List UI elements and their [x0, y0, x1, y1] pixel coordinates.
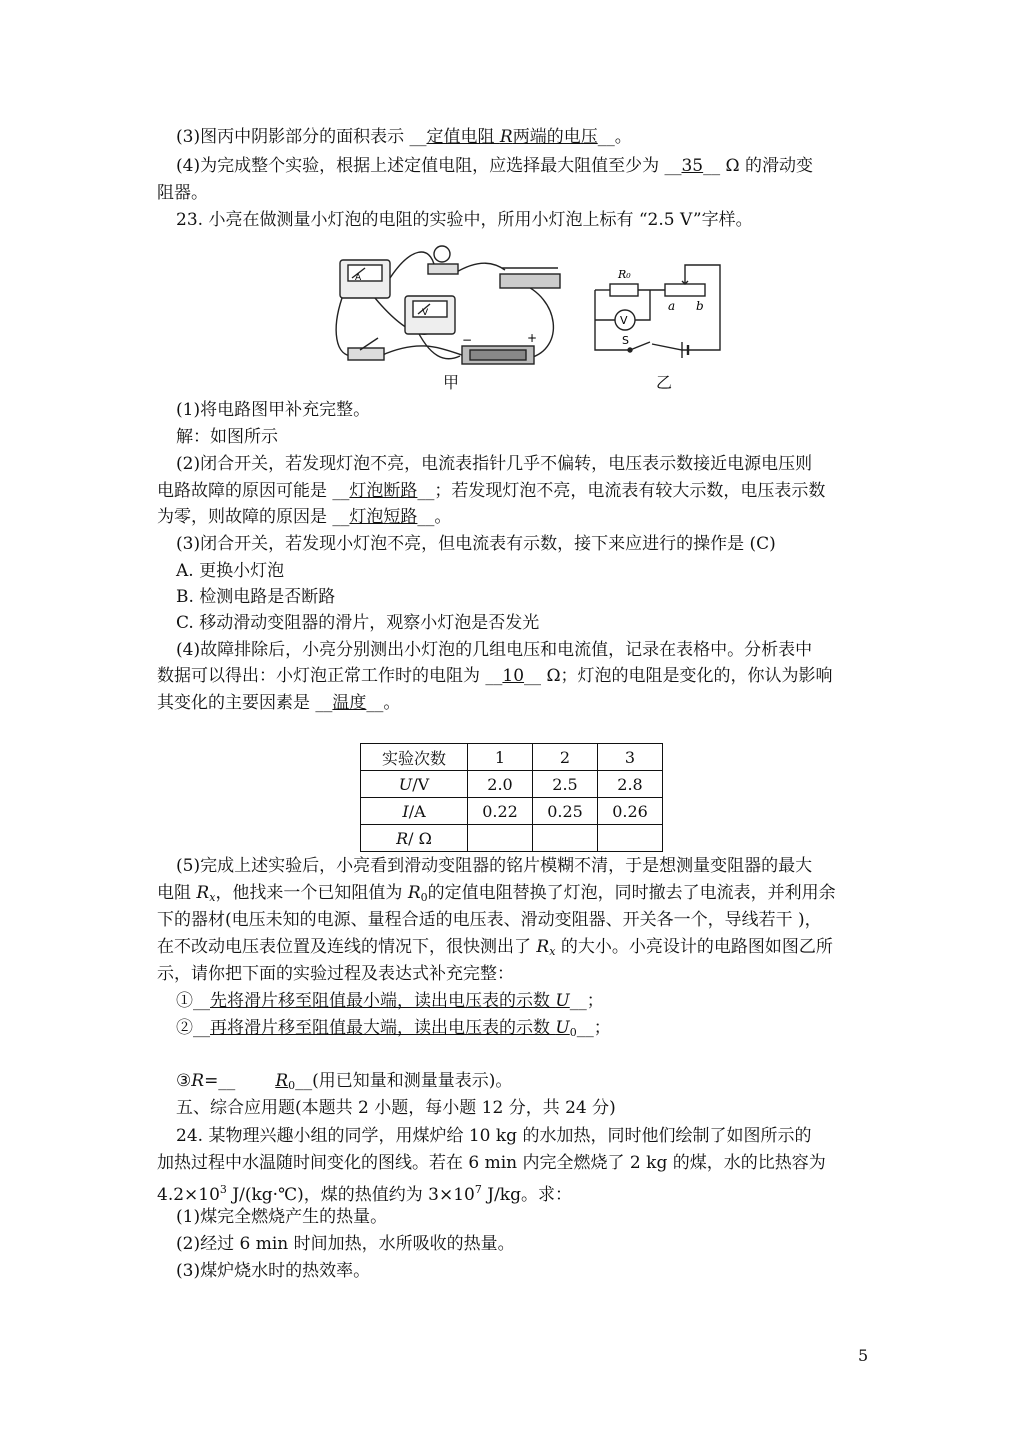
table-row-label: I/A	[361, 798, 468, 825]
q23-step1-answer: 先将滑片移至阻值最小端，读出电压表的示数 U	[210, 991, 570, 1011]
q23-option-b: B. 检测电路是否断路	[176, 587, 336, 607]
q23-part2-answer2: 灯泡短路	[349, 507, 418, 527]
battery-plus-label: +	[527, 331, 538, 345]
table-cell	[533, 825, 598, 852]
q24-sub2: (2)经过 6 min 时间加热，水所吸收的热量。	[176, 1234, 515, 1254]
q23-step2-answer: 再将滑片移至阻值最大端，读出电压表的示数 $U_0$	[210, 1018, 577, 1039]
q23-part4-answer1: 10	[502, 666, 525, 686]
table-cell: 0.25	[533, 798, 598, 825]
r0-label: R₀	[618, 268, 631, 281]
battery-minus-label: −	[462, 333, 473, 347]
q23-part1-answer: 解：如图所示	[176, 427, 278, 447]
q22-part4-answer: 35	[681, 156, 704, 176]
table-row	[361, 771, 663, 798]
q23-part5-line4: 在不改动电压表位置及连线的情况下，很快测出了 $R_x$ 的大小。小亮设计的电路图如图乙所	[157, 937, 833, 958]
circuit-figure-jia	[330, 238, 580, 378]
table-cell: 2.0	[468, 771, 533, 798]
measurement-table	[360, 743, 663, 852]
table-cell: 0.26	[598, 798, 663, 825]
table-row-label: R/ Ω	[361, 825, 468, 852]
q22-part4: (4)为完成整个实验，根据上述定值电阻，应选择最大阻值至少为 __35__ Ω 的滑动变	[176, 156, 814, 176]
q23-part2-line3: 为零，则故障的原因是 __灯泡短路__。	[157, 507, 452, 527]
q24-sub1: (1)煤完全燃烧产生的热量。	[176, 1207, 388, 1227]
q22-part3: (3)图丙中阴影部分的面积表示 __定值电阻 R两端的电压__。	[176, 127, 632, 147]
q23-part4-line3: 其变化的主要因素是 __温度__。	[157, 693, 401, 713]
table-cell: 0.22	[468, 798, 533, 825]
figure-yi-label: 乙	[656, 373, 673, 392]
q22-part3-answer: 定值电阻 R两端的电压	[426, 127, 598, 147]
q23-part5-line5: 示，请你把下面的实验过程及表达式补充完整：	[157, 964, 514, 984]
switch-label: S	[622, 334, 629, 347]
q23-step3: ③R=__ $R_0\_\_$(用已知量和测量量表示)。	[176, 1071, 513, 1092]
slider-a-label: a	[668, 299, 676, 313]
q23-part4-line2: 数据可以得出：小灯泡正常工作时的电阻为 __10__ Ω；灯泡的电阻是变化的，你认为影响	[157, 666, 833, 686]
q23-part4-line1: (4)故障排除后，小亮分别测出小灯泡的几组电压和电流值，记录在表格中。分析表中	[176, 640, 813, 660]
table-row	[361, 825, 663, 852]
q24-line2: 加热过程中水温随时间变化的图线。若在 6 min 内完全燃烧了 2 kg 的煤，水的比热容为	[157, 1153, 826, 1173]
q23-part1: (1)将电路图甲补充完整。	[176, 400, 371, 420]
table-cell: 2.5	[533, 771, 598, 798]
svg-text:A: A	[355, 273, 362, 283]
section5-heading: 五、综合应用题(本题共 2 小题，每小题 12 分，共 24 分)	[176, 1098, 616, 1118]
q22-part4-cont: 阻器。	[157, 183, 208, 203]
q24-line1: 24. 某物理兴趣小组的同学，用煤炉给 10 kg 的水加热，同时他们绘制了如图所示的	[176, 1126, 812, 1146]
circuit-figure-yi	[590, 260, 730, 360]
q23-part5-line1: (5)完成上述实验后，小亮看到滑动变阻器的铭片模糊不清，于是想测量变阻器的最大	[176, 856, 813, 876]
q23-step1: ①__先将滑片移至阻值最小端，读出电压表的示数 U__；	[176, 991, 604, 1011]
table-header-cell: 1	[468, 744, 533, 771]
q23-part4-answer2: 温度	[332, 693, 367, 713]
svg-text:V: V	[422, 308, 429, 318]
q23-step2: ②__再将滑片移至阻值最大端，读出电压表的示数 $U_0\_\_$；	[176, 1018, 611, 1039]
q23-part2-line2: 电路故障的原因可能是 __灯泡断路__；若发现灯泡不亮，电流表有较大示数，电压表示数	[157, 481, 826, 501]
q23-option-c: C. 移动滑动变阻器的滑片，观察小灯泡是否发光	[176, 613, 540, 633]
q23-part2-answer1: 灯泡断路	[349, 481, 418, 501]
slider-b-label: b	[696, 299, 704, 313]
figure-jia-label: 甲	[443, 373, 460, 392]
table-cell: 2.8	[598, 771, 663, 798]
table-header-cell: 2	[533, 744, 598, 771]
table-header-row	[361, 744, 663, 771]
table-row	[361, 798, 663, 825]
table-cell	[468, 825, 533, 852]
q24-sub3: (3)煤炉烧水时的热效率。	[176, 1261, 371, 1281]
q23-part5-line3: 下的器材(电压未知的电源、量程合适的电压表、滑动变阻器、开关各一个，导线若干 )，	[157, 910, 822, 930]
voltmeter-label: V	[620, 314, 628, 327]
q23-part3: (3)闭合开关，若发现小灯泡不亮，但电流表有示数，接下来应进行的操作是 (C)	[176, 534, 776, 554]
q23-part5-line2: 电阻 $R_x$，他找来一个已知阻值为 $R_0$的定值电阻替换了灯泡，同时撤去了电流表，并利用余	[157, 883, 836, 904]
page-number: 5	[858, 1346, 869, 1365]
table-cell	[598, 825, 663, 852]
table-header-cell: 实验次数	[361, 744, 468, 771]
q23-stem: 23. 小亮在做测量小灯泡的电阻的实验中，所用小灯泡上标有 “2.5 V”字样。	[176, 210, 753, 230]
q23-part2-line1: (2)闭合开关，若发现灯泡不亮，电流表指针几乎不偏转，电压表示数接近电源电压则	[176, 454, 813, 474]
table-row-label: U/V	[361, 771, 468, 798]
q23-option-a: A. 更换小灯泡	[176, 561, 285, 581]
q24-line3: $4.2\times 10^3$ J/(kg·℃)，煤的热值约为 $3\times 10^7$ J/kg。求：	[157, 1183, 572, 1205]
table-header-cell: 3	[598, 744, 663, 771]
q23-step3-answer: $R_0$	[275, 1071, 296, 1092]
